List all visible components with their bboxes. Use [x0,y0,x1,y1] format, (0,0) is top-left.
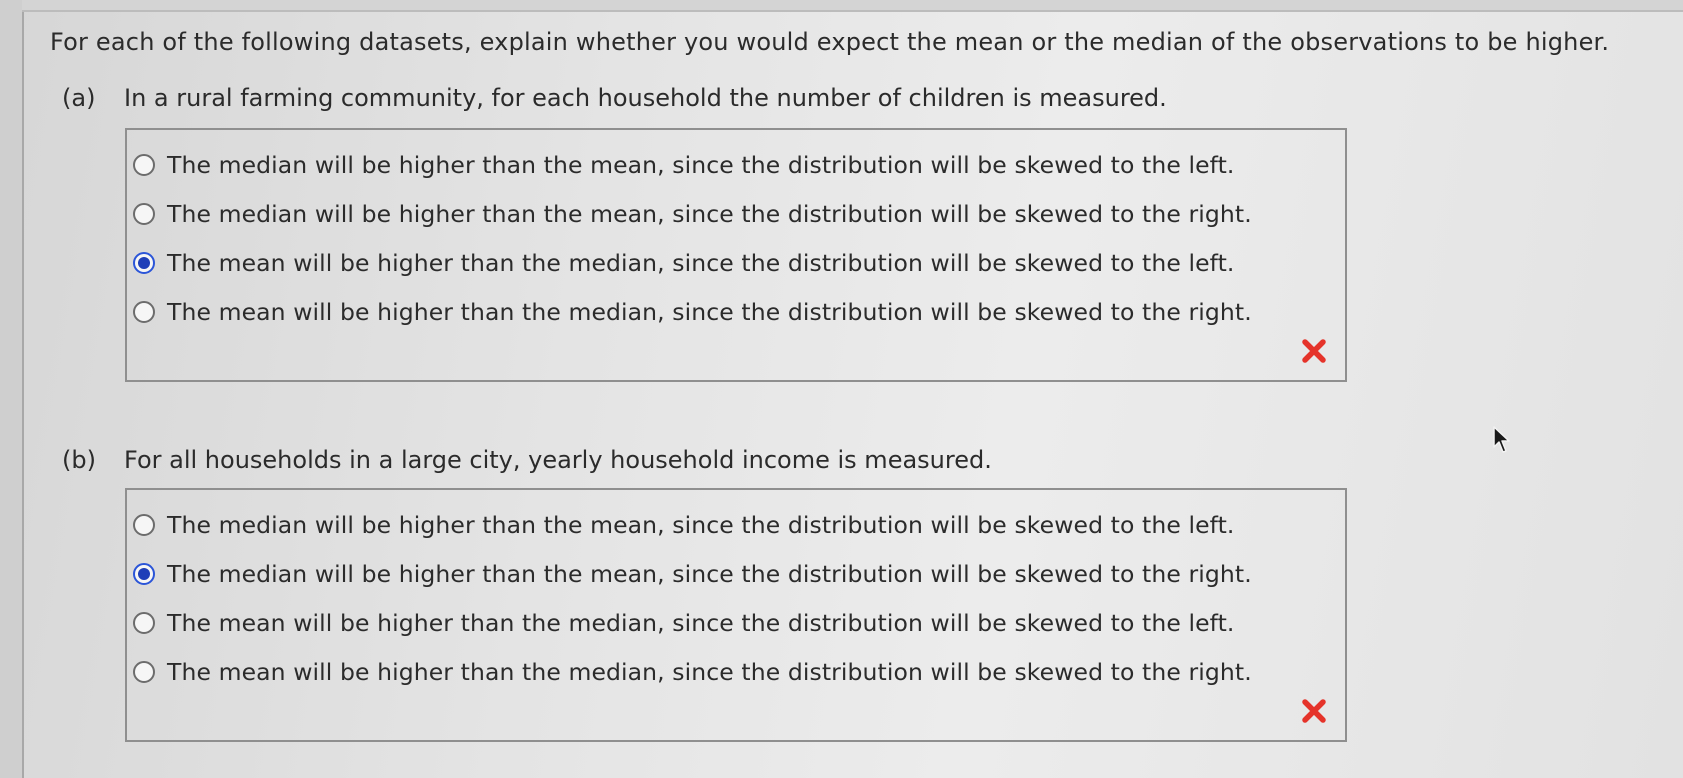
part-a-heading [62,84,1167,112]
radio-button-selected-icon[interactable] [133,252,155,274]
radio-button-icon[interactable] [133,661,155,683]
window-top-edge [22,0,1683,12]
option-label: The median will be higher than the mean, since the distribution will be skewed to the left. [167,150,1235,179]
part-a-options [133,140,1252,336]
part-b-letter: (b) [62,446,96,474]
option-label: The mean will be higher than the median, since the distribution will be skewed to the right. [167,297,1252,326]
part-b-option-2[interactable] [133,549,1252,598]
radio-button-selected-icon[interactable] [133,563,155,585]
part-a-option-2[interactable] [133,189,1252,238]
part-b-answer-box [125,488,1347,742]
part-b-options [133,500,1252,696]
question-prompt: For each of the following datasets, explain whether you would expect the mean or the median of the observations to be higher. [50,28,1610,56]
red-x-icon [1301,338,1327,364]
part-b-question: For all households in a large city, yearly household income is measured. [124,446,992,474]
mouse-pointer-icon [1492,425,1512,455]
option-label: The median will be higher than the mean, since the distribution will be skewed to the left. [167,510,1235,539]
option-label: The mean will be higher than the median, since the distribution will be skewed to the left. [167,608,1235,637]
radio-button-icon[interactable] [133,203,155,225]
window-left-edge [0,0,24,778]
part-a-option-1[interactable] [133,140,1252,189]
radio-button-icon[interactable] [133,514,155,536]
option-label: The median will be higher than the mean, since the distribution will be skewed to the right. [167,199,1252,228]
part-a-option-4[interactable] [133,287,1252,336]
part-a-letter: (a) [62,84,96,112]
part-b-option-4[interactable] [133,647,1252,696]
part-a-option-3[interactable] [133,238,1252,287]
radio-button-icon[interactable] [133,154,155,176]
option-label: The median will be higher than the mean, since the distribution will be skewed to the right. [167,559,1252,588]
red-x-icon [1301,698,1327,724]
option-label: The mean will be higher than the median, since the distribution will be skewed to the right. [167,657,1252,686]
part-a-question: In a rural farming community, for each household the number of children is measured. [124,84,1167,112]
radio-button-icon[interactable] [133,612,155,634]
option-label: The mean will be higher than the median, since the distribution will be skewed to the left. [167,248,1235,277]
part-b-option-1[interactable] [133,500,1252,549]
radio-button-icon[interactable] [133,301,155,323]
part-a-answer-box [125,128,1347,382]
part-b-heading [62,446,992,474]
part-b-option-3[interactable] [133,598,1252,647]
